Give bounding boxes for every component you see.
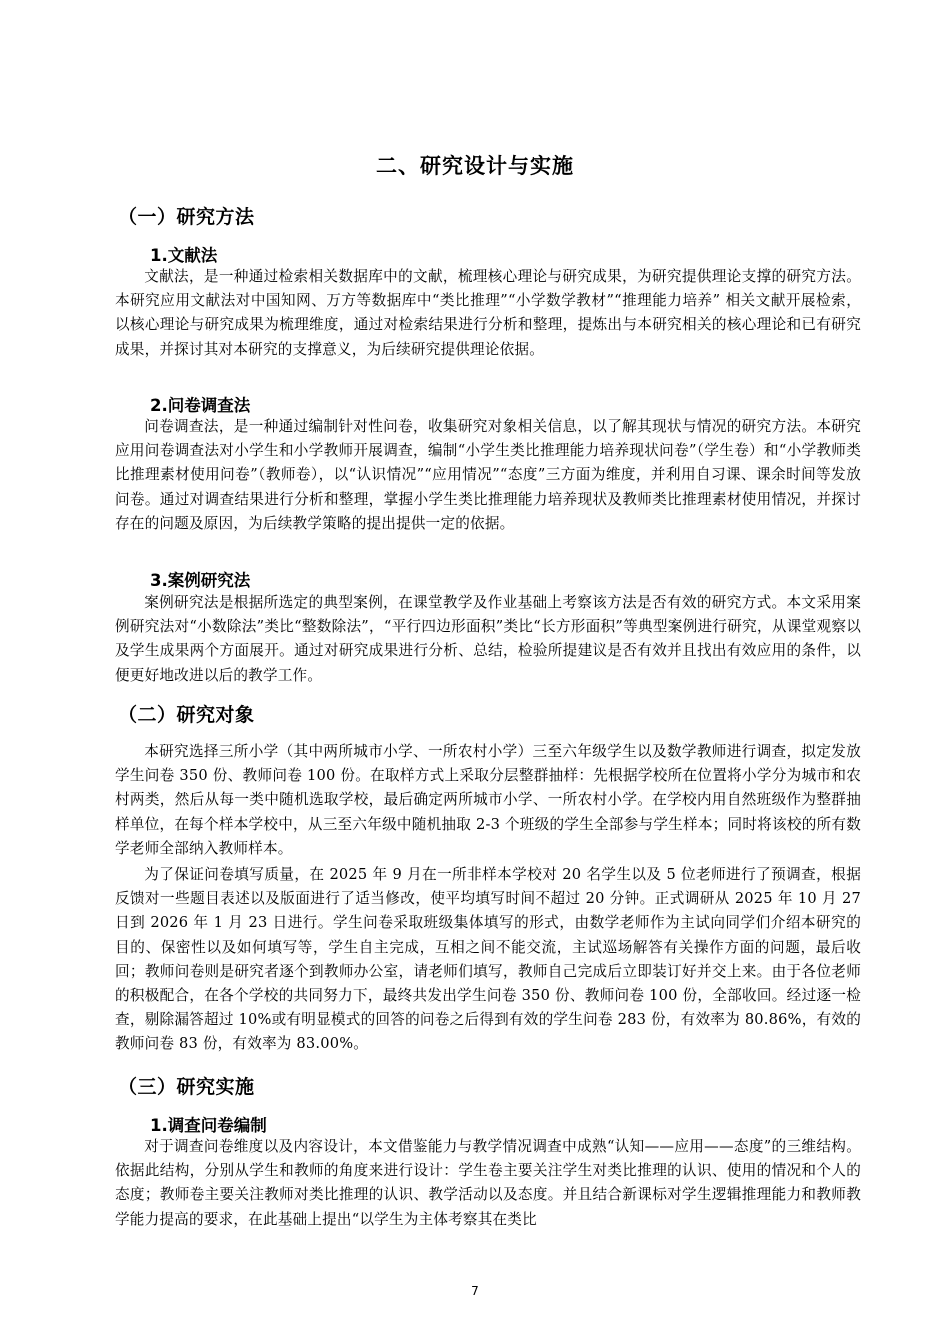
paragraph-subjects-procedure: 为了保证问卷填写质量，在 2025 年 9 月在一所非样本学校对 20 名学生以及 5 位老师进行了预调查，根据反馈对一些题目表述以及版面进行了适当修改，使平均填写时间不超过 20 分钟。正式调研从 2025 年 10 月 27 日到 2026 年 1 月 23 日进行。学生问卷采取班级集体填写的形式，由数学老师作为主试向同学们介绍本研究的目的、保密性以及如何填写等，学生自主完成，互相之间不能交流，主试巡场解答有关操作方面的问题，最后收回；教师问卷则是研究者逐个到教师办公室，请老师们填写，教师自己完成后立即装订好并交上来。由于各位老师的积极配合，在各个学校的共同努力下，最终共发出学生问卷 350 份、教师问卷 100 份，全部收回。经过逐一检查，剔除漏答超过 10%或有明显模式的回答的问卷之后得到有效的学生问卷 283 份，有效率为 80.86%，有效的教师问卷 83 份，有效率为 83.00%。 bbox=[115, 866, 861, 1053]
chapter-title: 二、研究设计与实施 bbox=[376, 154, 574, 178]
page-number: 7 bbox=[471, 1284, 479, 1298]
paragraph-literature-method: 文献法，是一种通过检索相关数据库中的文献，梳理核心理论与研究成果，为研究提供理论支撑的研究方法。本研究应用文献法对中国知网、万方等数据库中“类比推理”“小学数学教材”“推理能力培养” 相关文献开展检索，以核心理论与研究成果为梳理维度，通过对检索结果进行分析和整理，提炼出与本研究相关的核心理论和已有研究成果，并探讨其对本研究的支撑意义，为后续研究提供理论依据。 bbox=[115, 268, 861, 358]
section-heading-implementation: （三）研究实施 bbox=[118, 1076, 255, 1098]
subheading-survey-design: 1.调查问卷编制 bbox=[150, 1116, 267, 1135]
subheading-case-study-method: 3.案例研究法 bbox=[150, 571, 251, 590]
paragraph-questionnaire-method: 问卷调查法，是一种通过编制针对性问卷，收集研究对象相关信息，以了解其现状与情况的研究方法。本研究应用问卷调查法对小学生和小学教师开展调查，编制“小学生类比推理能力培养现状问卷”（学生卷）和“小学教师类比推理素材使用问卷”（教师卷），以“认识情况”“应用情况”“态度”三方面为维度，并利用自习课、课余时间等发放问卷。通过对调查结果进行分析和整理，掌握小学生类比推理能力培养现状及教师类比推理素材使用情况，并探讨存在的问题及原因，为后续教学策略的提出提供一定的依据。 bbox=[115, 418, 861, 532]
paragraph-survey-design: 对于调查问卷维度以及内容设计，本文借鉴能力与教学情况调查中成熟“认知——应用——态度”的三维结构。依据此结构，分别从学生和教师的角度来进行设计：学生卷主要关注学生对类比推理的认识、使用的情况和个人的态度；教师卷主要关注教师对类比推理的认识、教学活动以及态度。并且结合新课标对学生逻辑推理能力和教师教学能力提高的要求，在此基础上提出“以学生为主体考察其在类比 bbox=[115, 1138, 861, 1228]
subheading-literature-method: 1.文献法 bbox=[150, 246, 218, 265]
paragraph-subjects-sampling: 本研究选择三所小学（其中两所城市小学、一所农村小学）三至六年级学生以及数学教师进行调查，拟定发放学生问卷 350 份、教师问卷 100 份。在取样方式上采取分层整群抽样：先根据学校所在位置将小学分为城市和农村两类，然后从每一类中随机选取学校，最后确定两所城市小学、一所农村小学。在学校内用自然班级作为整群抽样单位，在每个样本学校中，从三至六年级中随机抽取 2-3 个班级的学生全部参与学生样本；同时将该校的所有数学老师全部纳入教师样本。 bbox=[115, 743, 861, 857]
section-heading-methods: （一）研究方法 bbox=[118, 206, 255, 228]
paragraph-case-study-method: 案例研究法是根据所选定的典型案例，在课堂教学及作业基础上考察该方法是否有效的研究方式。本文采用案例研究法对“小数除法”类比“整数除法”，“平行四边形面积”类比“长方形面积”等典型案例进行研究，从课堂观察以及学生成果两个方面展开。通过对研究成果进行分析、总结，检验所提建议是否有效并且找出有效应用的条件，以便更好地改进以后的教学工作。 bbox=[115, 594, 861, 684]
subheading-questionnaire-method: 2.问卷调查法 bbox=[150, 396, 251, 415]
section-heading-subjects: （二）研究对象 bbox=[118, 704, 255, 726]
